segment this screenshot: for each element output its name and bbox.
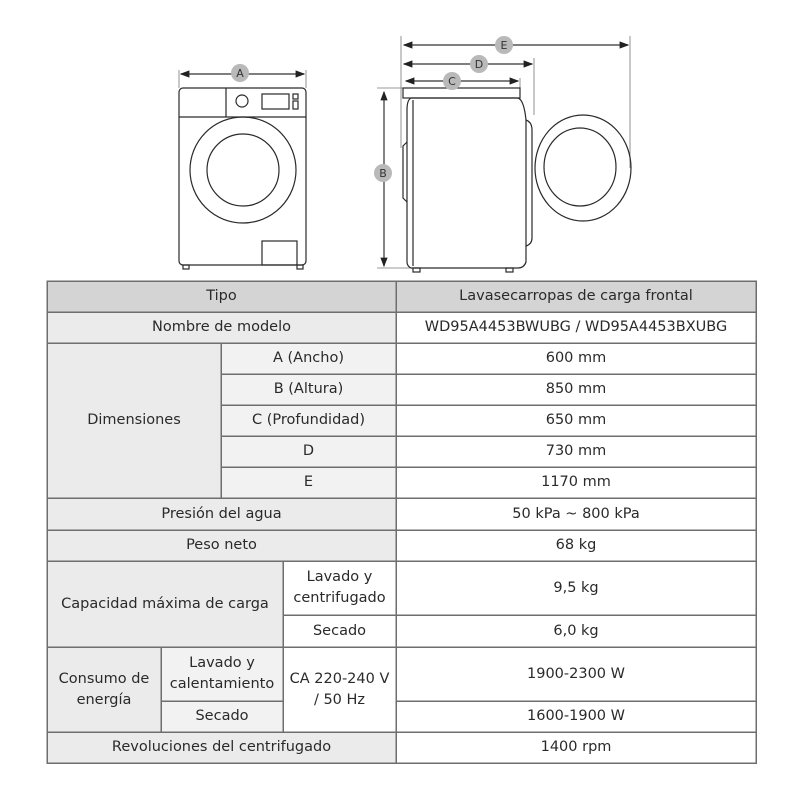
capacidad-secado-value: 6,0 kg <box>396 615 756 647</box>
svg-text:E: E <box>500 39 508 52</box>
dim-a-label: A (Ancho) <box>221 343 396 374</box>
consumo-secado-label: Secado <box>161 701 283 732</box>
dim-d-value: 730 mm <box>396 436 756 467</box>
dim-c-label: C (Profundidad) <box>221 405 396 436</box>
dimension-marker-b <box>374 164 392 182</box>
modelo-label: Nombre de modelo <box>47 312 396 343</box>
consumo-secado-value: 1600-1900 W <box>396 701 756 732</box>
capacidad-secado-label: Secado <box>283 615 396 647</box>
dimension-marker-a <box>231 64 249 82</box>
front-view-washer <box>179 70 306 269</box>
presion-label: Presión del agua <box>47 498 396 530</box>
dim-a-value: 600 mm <box>396 343 756 374</box>
dim-d-label: D <box>221 436 396 467</box>
dimension-drawings <box>0 0 800 280</box>
dim-b-value: 850 mm <box>396 374 756 405</box>
consumo-lavado-value: 1900-2300 W <box>396 647 756 701</box>
capacidad-lavado-label: Lavado y centrifugado <box>283 561 396 615</box>
svg-text:C: C <box>448 75 456 88</box>
dimension-marker-e <box>495 36 513 54</box>
modelo-value: WD95A4453BWUBG / WD95A4453BXUBG <box>396 312 756 343</box>
dim-e-value: 1170 mm <box>396 467 756 498</box>
revoluciones-label: Revoluciones del centrifugado <box>47 732 396 763</box>
svg-text:B: B <box>379 167 387 180</box>
peso-value: 68 kg <box>396 530 756 561</box>
dimension-marker-d <box>470 55 488 73</box>
svg-text:D: D <box>474 58 484 71</box>
dim-c-value: 650 mm <box>396 405 756 436</box>
dimension-marker-c <box>443 72 461 90</box>
presion-value: 50 kPa ~ 800 kPa <box>396 498 756 530</box>
consumo-label: Consumo de energía <box>47 647 161 732</box>
capacidad-lavado-value: 9,5 kg <box>396 561 756 615</box>
dim-b-label: B (Altura) <box>221 374 396 405</box>
dimensiones-label: Dimensiones <box>47 343 221 498</box>
tipo-value: Lavasecarropas de carga frontal <box>396 281 756 312</box>
tipo-label: Tipo <box>47 281 396 312</box>
revoluciones-value: 1400 rpm <box>396 732 756 763</box>
consumo-supply: CA 220-240 V / 50 Hz <box>283 647 396 732</box>
svg-text:A: A <box>236 67 244 80</box>
peso-label: Peso neto <box>47 530 396 561</box>
capacidad-label: Capacidad máxima de carga <box>47 561 283 647</box>
side-view-washer <box>377 36 631 272</box>
dim-e-label: E <box>221 467 396 498</box>
consumo-lavado-label: Lavado y calentamiento <box>161 647 283 701</box>
